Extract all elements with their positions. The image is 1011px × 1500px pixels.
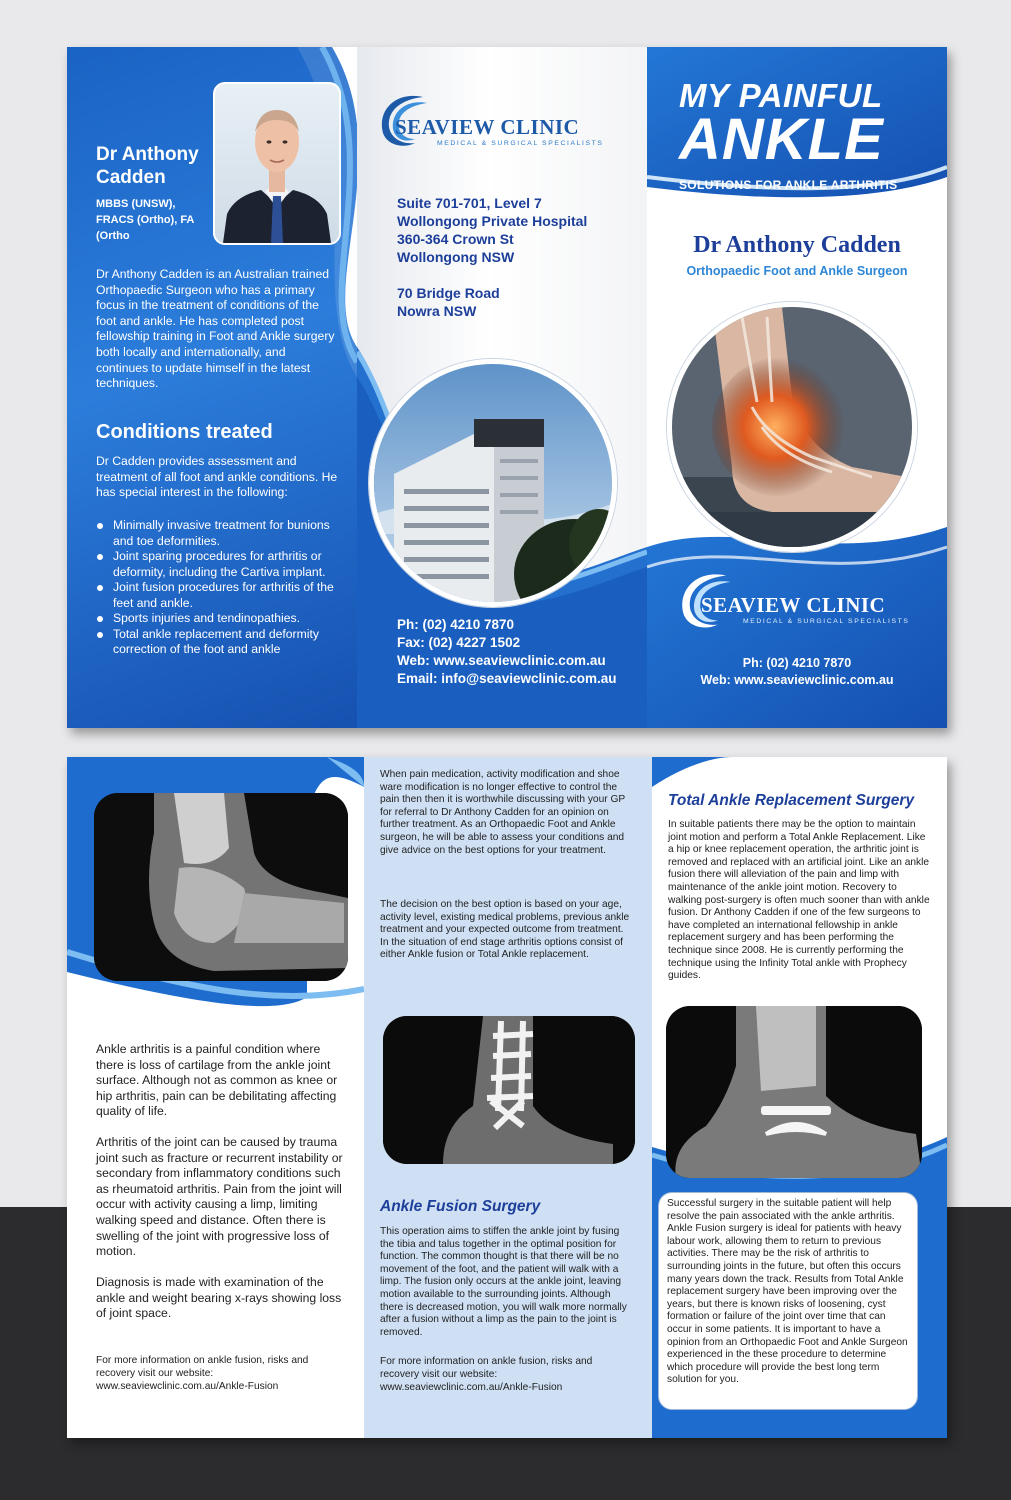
phone-text: Ph: (02) 4210 7870: [742, 656, 852, 670]
more-info-text: For more information on ankle fusion, risks and recovery visit our website:: [96, 1355, 309, 1379]
clinic-tagline: MEDICAL & SURGICAL SPECIALISTS: [437, 140, 604, 147]
hospital-building-photo: [369, 359, 617, 607]
summary-box: [658, 1192, 918, 1410]
summary-text: Successful surgery in the suitable patient will help resolve the pain associated with the ankle arthritis. Ankle Fusion surgery is ideal for patients with heavy labour work, allowing them to return to previous activities. There may be the risk of arthritis to surrounding joints in the future, but often this occurs many years down the track. Results from Total Ankle replacement surgery have been improving over the years, but there is known risks of loosening, cyst formation or failure of the joint over time that can occur in some patients. It is important to have a opinion from an Orthopaedic Foot and Ankle Surgeon experienced in the these procedure to determine which procedure will provide the best long term solution for you.: [667, 1198, 908, 1386]
website-link[interactable]: Web: www.seaviewclinic.com.au: [397, 653, 606, 668]
address-line: Wollongong NSW: [397, 249, 515, 265]
brochure-front: [67, 47, 947, 728]
cover-title-line2: ANKLE: [679, 107, 884, 172]
doctor-qualifications: MBBS (UNSW), FRACS (Ortho), FA (Ortho: [96, 198, 194, 242]
ankle-fusion-xray: [383, 1016, 635, 1164]
cover-clinic-logo: [675, 567, 935, 637]
arthritis-para-2: Arthritis of the joint can be caused by trauma joint such as fracture or recurrent instability or secondary from inflammatory conditions such as rheumatoid arthritis. Pain from the joint will occur with activity causing a limp, limiting walking speed and distance. Often there is swelling of the joint with progressive loss of motion.: [96, 1135, 343, 1259]
address-line: 360-364 Crown St: [397, 231, 514, 247]
contact-details: [397, 616, 642, 688]
front-left-panel: [67, 47, 357, 728]
doctor-bio: Dr Anthony Cadden is an Australian trained Orthopaedic Surgeon who has a primary focus in the treatment of conditions of the foot and ankle. He has completed post fellowship training in Foot and Ankle surgery both locally and internationally, and continues to update himself in the latest techniques.: [96, 267, 335, 391]
back-middle-panel: [364, 757, 652, 1438]
clinic-name: SEAVIEW CLINIC: [395, 115, 580, 139]
cover-specialty: Orthopaedic Foot and Ankle Surgeon: [686, 264, 908, 278]
back-left-panel: [67, 757, 364, 1438]
address-line: Wollongong Private Hospital: [397, 213, 588, 229]
painful-ankle-photo: [667, 302, 917, 552]
tar-text: In suitable patients there may be the option to maintain joint motion and perform a Total Ankle Replacement. Like a hip or knee replacement operation, the arthritic joint is removed and replaced with an artificial joint. Like an ankle fusion there will alleviation of the pain and limp with maintenance of the ankle joint motion. Recovery to walking post-surgery is often much sooner than with ankle fusion. Dr Anthony Cadden if one of the few surgeons to have completed an international fellowship in ankle replacement surgery and has been performing the technique since 2008. He is currently performing the technique using the Infinity Total ankle with Prophecy guides.: [668, 819, 930, 982]
cover-subtitle: SOLUTIONS FOR ANKLE ARTHRITIS: [679, 178, 898, 192]
front-cover-panel: [647, 47, 947, 728]
referral-text: When pain medication, activity modification and shoe ware modification is no longer effective to control the pain then then it is worthwhile discussing with your GP for referral to Dr Anthony Cadden for an opinion on further treatment. As an Orthopaedic Foot and Ankle surgeon, he will be able to assess your conditions and give advice on the best options for your treatment.: [380, 769, 626, 856]
list-item: Minimally invasive treatment for bunions and toe deformities.: [96, 518, 336, 549]
ankle-fusion-text: This operation aims to stiffen the ankle joint by fusing the tibia and talus together in the optimal position for function. The common thought is that there will be no movement of the foot, and the patient will walk with a limp. The fusion only occurs at the ankle joint, leaving motion available to the surrounding joints. Although there is decreased motion, you will walk more normally after a fusion without a limp as the pain to the joint is removed.: [380, 1226, 627, 1338]
back-right-panel: [652, 757, 947, 1438]
list-item: Joint sparing procedures for arthritis or deformity, including the Cartiva implant.: [96, 549, 336, 580]
phone-text: Ph: (02) 4210 7870: [397, 617, 515, 632]
more-info-text: For more information on ankle fusion, risks and recovery visit our website:: [380, 1356, 593, 1380]
list-item: Total ankle replacement and deformity correction of the foot and ankle: [96, 627, 336, 658]
address-line: Nowra NSW: [397, 303, 477, 319]
conditions-list: [96, 518, 336, 658]
doctor-name: Dr Anthony Cadden: [96, 144, 199, 188]
ankle-fusion-heading: Ankle Fusion Surgery: [380, 1198, 541, 1215]
brochure-back: [67, 757, 947, 1438]
address-line: 70 Bridge Road: [397, 285, 500, 301]
fax-text: Fax: (02) 4227 1502: [397, 635, 521, 650]
email-link[interactable]: Email: info@seaviewclinic.com.au: [397, 671, 617, 686]
ankle-replacement-xray: [666, 1006, 922, 1178]
front-middle-panel: [357, 47, 647, 728]
doctor-portrait: [213, 82, 341, 245]
ankle-fusion-link[interactable]: www.seaviewclinic.com.au/Ankle-Fusion: [96, 1381, 279, 1392]
arthritis-para-1: Ankle arthritis is a painful condition where there is loss of cartilage from the ankle joint surface. Although not as common as knee or hip arthritis, pain can be debilitating affecting quality of life.: [96, 1042, 338, 1119]
clinic-name: SEAVIEW CLINIC: [701, 593, 886, 617]
ankle-fusion-link[interactable]: www.seaviewclinic.com.au/Ankle-Fusion: [380, 1382, 563, 1393]
conditions-intro: Dr Cadden provides assessment and treatment of all foot and ankle conditions. He has special interest in the following:: [96, 454, 338, 499]
arthritis-para-3: Diagnosis is made with examination of the ankle and weight bearing x-rays showing loss of joint space.: [96, 1275, 342, 1321]
conditions-heading: Conditions treated: [96, 421, 273, 443]
address-line: Suite 701-701, Level 7: [397, 195, 542, 211]
website-link[interactable]: Web: www.seaviewclinic.com.au: [700, 673, 894, 687]
decision-text: The decision on the best option is based on your age, activity level, existing medical problems, previous ankle treatment and your expected outcome from treatment. In the situation of end stage arthritis options consist of either Ankle fusion or Total Ankle replacement.: [380, 899, 630, 961]
clinic-tagline: MEDICAL & SURGICAL SPECIALISTS: [743, 618, 910, 625]
list-item: Joint fusion procedures for arthritis of the feet and ankle.: [96, 580, 336, 611]
cover-doctor-name: Dr Anthony Cadden: [693, 232, 901, 258]
clinic-address: [397, 194, 637, 320]
ankle-arthritis-xray: [94, 793, 348, 981]
cover-title-line1: MY PAINFUL: [679, 77, 883, 114]
cover-contact: [647, 655, 947, 689]
tar-heading: Total Ankle Replacement Surgery: [668, 792, 915, 809]
list-item: Sports injuries and tendinopathies.: [96, 611, 336, 627]
